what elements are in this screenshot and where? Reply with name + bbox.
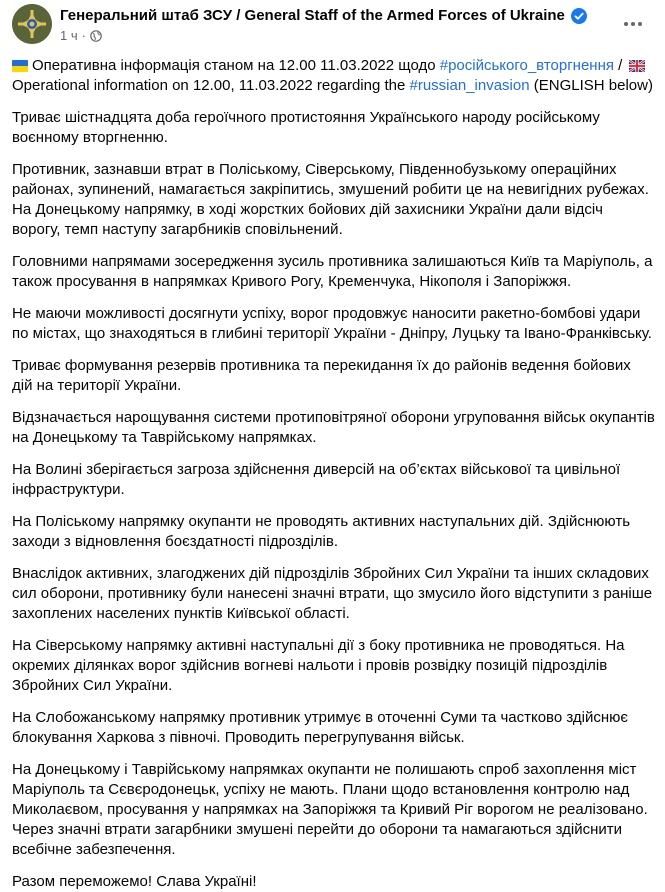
page-name-text[interactable]: Генеральний штаб ЗСУ / General Staff of the Armed Forces of Ukraine [60,7,565,24]
more-options-button[interactable] [615,6,651,42]
page-avatar[interactable] [12,4,52,44]
paragraph: На Сіверському напрямку активні наступальні дії з боку противника не проводяться. На окремих ділянках ворог здійснив вогневі нальоти і провів розвідку позицій підрозділів Збройних Сил України. [12,637,625,694]
intro-en-text: Operational information on 12.00, 11.03.2022 regarding the [12,77,410,94]
post-meta [60,28,102,43]
paragraph: На Донецькому і Таврійському напрямках окупанти не полишають спроб захоплення міст Маріуполь та Сєвєродонецьк, успіху не мають. Плани щодо встановлення контролю над Миколаєвом, просування у напрямках на Запоріжжя та Кривий Ріг ворогом не реалізовано. Через значні втрати загарбники змушені перейти до оборони та намагаються здійснити всебічне забезпечення. [12,761,648,858]
post-intro [12,56,655,96]
uk-flag-icon [629,60,645,72]
intro-separator: / [614,57,627,74]
post-timestamp[interactable]: 1 ч [60,28,78,43]
hashtag-russian-invasion-ua[interactable]: #російського_вторгнення [439,57,614,74]
closing-paragraph: Разом переможемо! Слава Україні! [12,873,257,890]
page-name[interactable] [60,7,587,24]
ukraine-flag-icon [12,60,28,72]
hashtag-russian-invasion-en[interactable]: #russian_invasion [409,77,530,94]
verified-badge-icon [571,8,587,24]
post-header [12,0,655,56]
paragraph: Не маючи можливості досягнути успіху, ворог продовжує наносити ракетно-бомбові удари по містах, що знаходяться в глибині території України - Дніпру, Луцьку та Івано-Франківську. [12,305,652,342]
paragraph: Триває формування резервів противника та перекидання їх до районів ведення бойових дій на території України. [12,357,631,394]
intro-en-suffix: (ENGLISH below) [529,77,653,94]
paragraph: На Волині зберігається загроза здійснення диверсій на об’єктах військової та цивільної інфраструктури. [12,461,621,498]
paragraph: Внаслідок активних, злагоджених дій підрозділів Збройних Сил України та інших складових сил оборони, противнику були нанесені значні втрати, що змусило його відступити з раніше захоплених населених пунктів Київської області. [12,565,653,622]
meta-separator: · [81,28,86,43]
paragraph: Триває шістнадцята доба героїчного протистояння Українського народу російському воєнному вторгненню. [12,109,600,146]
paragraph: На Слобожанському напрямку противник утримує в оточенні Суми та частково здійснює блокування Харкова з півночі. Проводить перегрупування військ. [12,709,629,746]
intro-ua-text: Оперативна інформація станом на 12.00 11.03.2022 щодо [32,57,440,74]
general-staff-emblem-icon [12,4,52,44]
globe-icon [90,30,102,42]
post-body [12,56,655,892]
paragraph: Головними напрямами зосередження зусиль противника залишаються Київ та Маріуполь, а також просування в напрямках Кривого Рогу, Кременчука, Нікополя і Запоріжжя. [12,253,653,290]
paragraph: На Поліському напрямку окупанти не проводять активних наступальних дій. Здійснюють заходи з відновлення боєздатності підрозділів. [12,513,631,550]
paragraph: Відзначається нарощування системи протиповітряної оборони угруповання військ окупантів на Донецькому та Таврійському напрямках. [12,409,655,446]
paragraph: Противник, зазнавши втрат в Поліському, Сіверському, Південнобузькому операційних районах, зупинений, намагається закріпитись, змушений робити це на невигідних рубежах. На Донецькому напрямку, в ході жорстких бойових дій захисники України дали відсіч ворогу, темп наступу загарбників сповільнений. [12,161,649,238]
more-options-icon [623,21,643,27]
